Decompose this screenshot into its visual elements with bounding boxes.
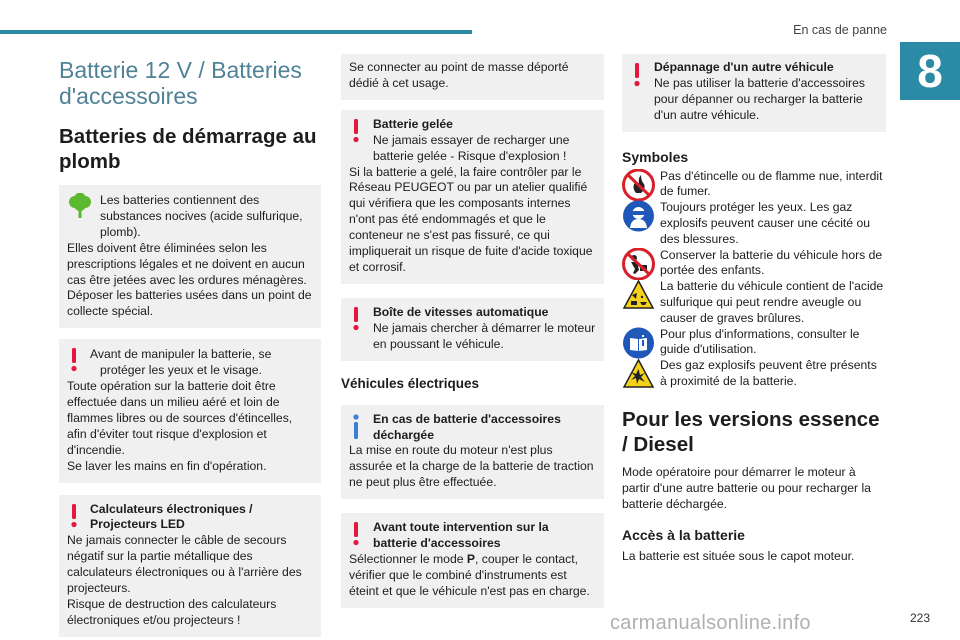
- warning-line: Se laver les mains en fin d'opération.: [67, 458, 267, 473]
- symbols-heading: Symboles: [622, 148, 689, 165]
- column-1: [59, 50, 321, 637]
- manual-icon: [622, 327, 655, 359]
- warning-box: [59, 339, 321, 482]
- header-accent-bar: [0, 30, 472, 34]
- warning-title: Avant toute intervention sur la batterie d'accessoires: [373, 520, 549, 551]
- box-text: Se connecter au point de masse déporté dédié à cet usage.: [349, 60, 569, 90]
- warning-line: Ne jamais essayer de recharger une batterie gelée - Risque d'explosion !: [373, 132, 570, 163]
- watermark: carmanualsonline.info: [610, 612, 811, 634]
- symbol-text: Toujours protéger les yeux. Les gaz explosifs peuvent causer une cécité ou des blessures.: [660, 200, 871, 246]
- warning-box: [341, 110, 604, 284]
- warning-line: Risque de destruction des calculateurs électroniques et/ou projecteurs !: [67, 596, 277, 627]
- warning-box: [341, 298, 604, 361]
- info-box: [341, 405, 604, 500]
- access-text: La batterie est située sous le capot moteur.: [622, 548, 855, 563]
- eco-line: Elles doivent être éliminées selon les prescriptions légales et ne doivent en aucun cas être jetées avec les ordures ménagères.: [67, 240, 307, 287]
- eco-line: Déposer les batteries usées dans un point de collecte spécial.: [67, 288, 312, 319]
- warning-line: Toute opération sur la batterie doit être effectuée dans un milieu aéré et loin de flammes libres ou de sources d'étincelles, afin d'éviter tout risque d'explosion et d'incendie.: [67, 379, 293, 457]
- petrol-text: Mode opératoire pour démarrer le moteur à partir d'une autre batterie ou pour recharger la batterie déchargée.: [622, 464, 871, 511]
- symbols-list: [622, 169, 886, 390]
- eco-line: Les batteries contiennent des: [100, 193, 260, 207]
- mode-p: P: [466, 551, 476, 566]
- tree-icon: [68, 193, 92, 224]
- exclamation-icon: [632, 63, 642, 92]
- warning-line: Ne pas utiliser la batterie d'accessoires pour dépanner ou recharger la batterie d'un autre véhicule.: [654, 75, 865, 122]
- warning-title: Calculateurs électroniques / Projecteurs LED: [90, 501, 253, 532]
- symbol-text: Pour plus d'informations, consulter le guide d'utilisation.: [660, 326, 860, 357]
- warning-box: [341, 513, 604, 608]
- warning-box: [59, 495, 321, 637]
- warning-title: Dépannage d'un autre véhicule: [654, 60, 834, 74]
- symbol-text: Pas d'étincelle ou de flamme nue, interdit de fumer.: [660, 168, 883, 199]
- info-title: En cas de batterie d'accessoires déchargée: [373, 411, 561, 442]
- exclamation-icon: [69, 348, 79, 377]
- warning-line: protéger les yeux et le visage.: [100, 363, 262, 378]
- exclamation-icon: [351, 522, 361, 551]
- symbol-text: Conserver la batterie du véhicule hors de portée des enfants.: [660, 247, 883, 278]
- eye-protection-icon: [622, 200, 655, 232]
- exclamation-icon: [351, 307, 361, 336]
- eco-notice-box: [59, 185, 321, 328]
- ev-heading: Véhicules électriques: [341, 375, 480, 391]
- access-heading: Accès à la batterie: [622, 526, 745, 543]
- page-title: Batterie 12 V / Batteries d'accessoires: [59, 57, 302, 109]
- section-heading: Batteries de démarrage au plomb: [59, 125, 317, 173]
- ground-point-box: [341, 54, 604, 100]
- symbol-item: [622, 200, 886, 247]
- eco-line: substances nocives (acide sulfurique, plomb).: [100, 208, 303, 239]
- no-flame-icon: [622, 169, 655, 201]
- acid-warning-icon: [622, 279, 655, 311]
- warning-line: Si la batterie a gelé, la faire contrôler par le Réseau PEUGEOT ou par un atelier qualifié qui vérifiera que les composants internes n'ont pas été endommagés et que le conteneur ne s'est pas fissuré, ce qui impliquerait un risque de fuite d'acide toxique et corrosif.: [349, 164, 593, 274]
- warning-line: Ne jamais chercher à démarrer le moteur en poussant le véhicule.: [373, 320, 596, 351]
- symbol-item: [622, 279, 886, 326]
- warning-box: [622, 54, 886, 132]
- section-title: En cas de panne: [793, 23, 887, 37]
- warning-title: Boîte de vitesses automatique: [373, 304, 549, 319]
- exclamation-icon: [351, 119, 361, 148]
- warning-line: Avant de manipuler la batterie, se: [90, 347, 272, 362]
- column-2: [341, 54, 604, 608]
- warning-line: Ne jamais connecter le câble de secours négatif sur la partie métallique des calculateurs électroniques ou à l'arrière des projecteurs.: [67, 533, 302, 596]
- symbol-item: [622, 327, 886, 359]
- warning-title: Batterie gelée: [373, 116, 453, 131]
- symbol-text: La batterie du véhicule contient de l'acide sulfurique qui peut rendre aveugle ou causer de graves brûlures.: [660, 279, 884, 325]
- exclamation-icon: [69, 504, 79, 533]
- symbol-item: [622, 358, 886, 390]
- chapter-number: 8: [900, 42, 960, 100]
- page-number: 223: [909, 611, 930, 625]
- petrol-heading: Pour les versions essence / Diesel: [622, 407, 880, 456]
- info-line: La mise en route du moteur n'est plus assurée et la charge de la batterie de traction ne peut plus être effectuée.: [349, 443, 594, 490]
- column-3: [622, 54, 886, 564]
- symbol-item: [622, 169, 886, 201]
- keep-away-children-icon: [622, 248, 655, 280]
- symbol-item: [622, 248, 886, 280]
- info-icon: [351, 414, 361, 445]
- explosion-warning-icon: [622, 358, 655, 390]
- warning-line: Sélectionner le mode P, couper le contact, vérifier que le combiné d'instruments est éteint et que le véhicule n'est pas en charge.: [349, 551, 590, 598]
- symbol-text: Des gaz explosifs peuvent être présents à proximité de la batterie.: [660, 358, 877, 388]
